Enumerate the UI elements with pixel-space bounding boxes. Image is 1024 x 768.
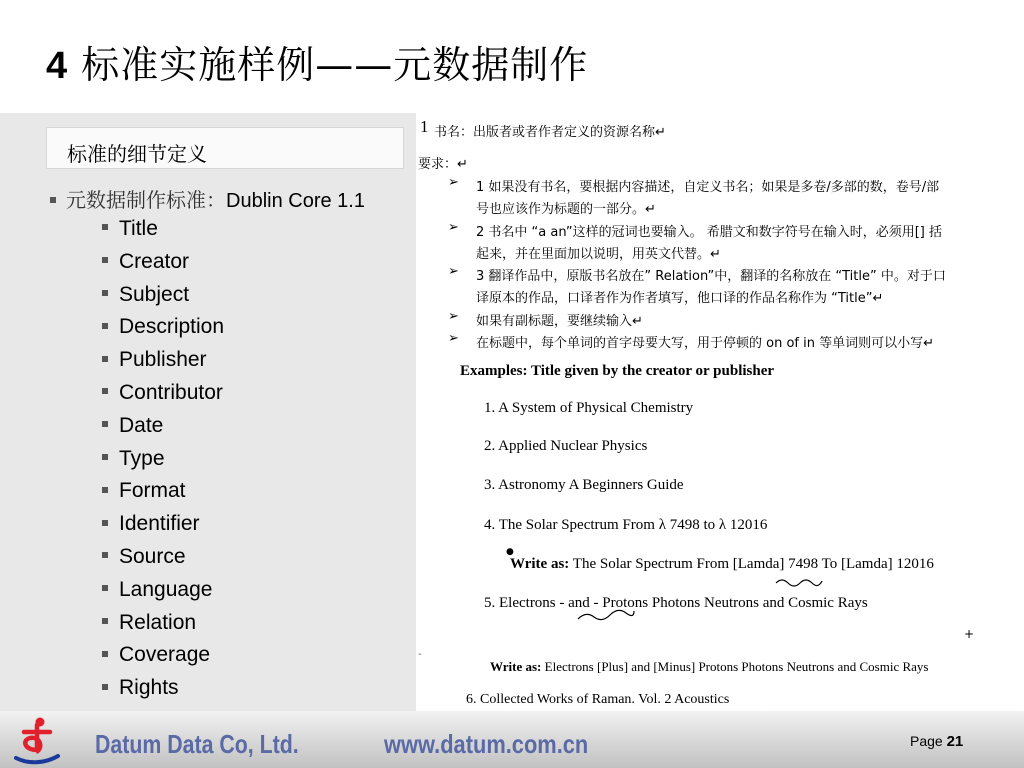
squiggle-underline-icon <box>576 607 636 623</box>
page-label: Page <box>910 733 947 749</box>
arrow-bullet-icon: ➢ <box>448 331 459 346</box>
element-label: Type <box>119 446 165 470</box>
level1-bullet <box>50 184 365 213</box>
slide-title-text: 标准实施样例——元数据制作 <box>68 43 589 87</box>
subtitle-text: 标准的细节定义 <box>67 142 207 166</box>
datum-logo-icon <box>10 716 66 766</box>
doc-req1-line2: 号也应该作为标题的一部分。↵ <box>476 202 656 217</box>
slide-title-number: 4 <box>46 45 69 87</box>
arrow-bullet-icon: ➢ <box>448 309 459 324</box>
subtitle-box <box>46 127 404 169</box>
footer-website-link[interactable]: www.datum.com.cn <box>384 729 589 759</box>
bullet-square-icon <box>102 356 108 362</box>
dot-mark-icon: ● <box>506 547 514 557</box>
bullet-square-icon <box>102 421 108 427</box>
bullet-square-icon <box>102 487 108 493</box>
doc-req2-line1: 2 书名中 “a an”这样的冠词也要输入。 希腊文和数字符号在输入时，必须用[] 括 <box>476 225 943 240</box>
element-label: Language <box>119 577 213 601</box>
bullet-square-icon <box>102 684 108 690</box>
element-list-item <box>102 250 189 274</box>
element-list-item <box>102 643 210 667</box>
arrow-bullet-icon: ➢ <box>448 220 459 235</box>
footer-company-name: Datum Data Co, Ltd. <box>95 729 299 759</box>
doc-example-5: 5. Electrons - and - Protons Photons Neutrons and Cosmic Rays <box>484 595 868 611</box>
element-label: Description <box>119 315 225 339</box>
doc-req2-line2: 起来，并在里面加以说明，用英文代替。↵ <box>476 247 721 262</box>
element-list-item <box>102 611 196 635</box>
bullet-square-icon <box>102 651 108 657</box>
slide-title <box>46 34 588 89</box>
element-list-item <box>102 447 165 471</box>
element-label: Source <box>119 545 186 568</box>
bullet-square-icon <box>50 197 56 203</box>
doc-write-as-4 <box>510 556 934 573</box>
tick-mark-icon: - <box>418 649 422 660</box>
bullet-square-icon <box>102 388 108 394</box>
element-list-item <box>102 381 223 405</box>
level1-en-text: Dublin Core 1.1 <box>226 190 365 212</box>
doc-section-number: 1 <box>420 117 429 136</box>
write-as-5-text: Electrons [Plus] and [Minus] Protons Photons Neutrons and Cosmic Rays <box>544 659 929 674</box>
doc-heading: 书名：出版者或者作者定义的资源名称↵ <box>434 125 666 140</box>
arrow-bullet-icon: ➢ <box>448 264 459 279</box>
level1-cn-text: 元数据制作标准： <box>66 188 226 212</box>
doc-write-as-5 <box>490 659 928 675</box>
bullet-square-icon <box>102 323 108 329</box>
bullet-square-icon <box>102 585 108 591</box>
element-label: Coverage <box>119 643 211 667</box>
doc-requirements-label: 要求：↵ <box>418 157 468 172</box>
doc-example-3: 3. Astronomy A Beginners Guide <box>484 477 684 493</box>
element-label: Date <box>119 413 164 437</box>
element-list-item <box>102 578 212 602</box>
element-label: Subject <box>119 282 190 306</box>
bullet-square-icon <box>102 257 108 263</box>
element-list-item <box>102 479 186 503</box>
element-list-item <box>102 414 163 438</box>
bullet-square-icon <box>102 520 108 526</box>
write-as-label: Write as: <box>510 556 570 572</box>
element-label: Relation <box>119 610 197 634</box>
element-label: Identifier <box>119 512 200 536</box>
element-label: Rights <box>119 676 179 700</box>
bullet-square-icon <box>102 454 108 460</box>
bullet-square-icon <box>102 290 108 296</box>
doc-examples-heading: Examples: Title given by the creator or publisher <box>460 363 775 379</box>
element-list-item <box>102 676 179 700</box>
element-label: Format <box>119 479 186 503</box>
page-num: 21 <box>946 733 964 750</box>
element-list-item <box>102 512 200 536</box>
element-label: Title <box>119 217 158 240</box>
bullet-square-icon <box>102 224 108 230</box>
document-image <box>416 113 1016 711</box>
doc-example-4: 4. The Solar Spectrum From λ 7498 to λ 12016 <box>484 517 768 533</box>
element-label: Publisher <box>119 348 207 372</box>
doc-req1-line1: 1 如果没有书名，要根据内容描述，自定义书名；如果是多卷/多部的数，卷号/部 <box>476 180 940 195</box>
arrow-bullet-icon: ➢ <box>448 175 459 190</box>
element-list-item <box>102 348 207 372</box>
doc-example-2: 2. Applied Nuclear Physics <box>484 438 648 454</box>
write-as-label: Write as: <box>490 659 542 674</box>
element-label: Creator <box>119 249 190 273</box>
doc-req3-line1: 3 翻译作品中，原版书名放在” Relation”中，翻译的名称放在 “Title” 中。对于口 <box>476 269 946 284</box>
doc-req5: 在标题中，每个单词的首字母要大写，用于停顿的 on of in 等单词则可以小写↵ <box>476 336 934 351</box>
footer-bar <box>0 711 1024 768</box>
write-as-4-text: The Solar Spectrum From [Lamda] 7498 To [Lamda] 12016 <box>572 556 934 572</box>
element-list-item <box>102 217 158 241</box>
doc-example-1: 1. A System of Physical Chemistry <box>484 400 694 416</box>
element-list-item <box>102 545 186 569</box>
element-list-item <box>102 283 189 307</box>
doc-req3-line2: 译原本的作品，口译者作为作者填写，他口译的作品名称作为 “Title”↵ <box>476 291 884 306</box>
plus-mark-icon: + <box>964 627 975 641</box>
bullet-square-icon <box>102 618 108 624</box>
bullet-square-icon <box>102 552 108 558</box>
page-number <box>910 733 963 750</box>
squiggle-underline-icon <box>774 575 824 589</box>
element-list-item <box>102 315 224 339</box>
doc-example-6: 6. Collected Works of Raman. Vol. 2 Acoustics <box>466 692 730 707</box>
element-label: Contributor <box>119 381 223 404</box>
doc-req4: 如果有副标题，要继续输入↵ <box>476 314 643 329</box>
